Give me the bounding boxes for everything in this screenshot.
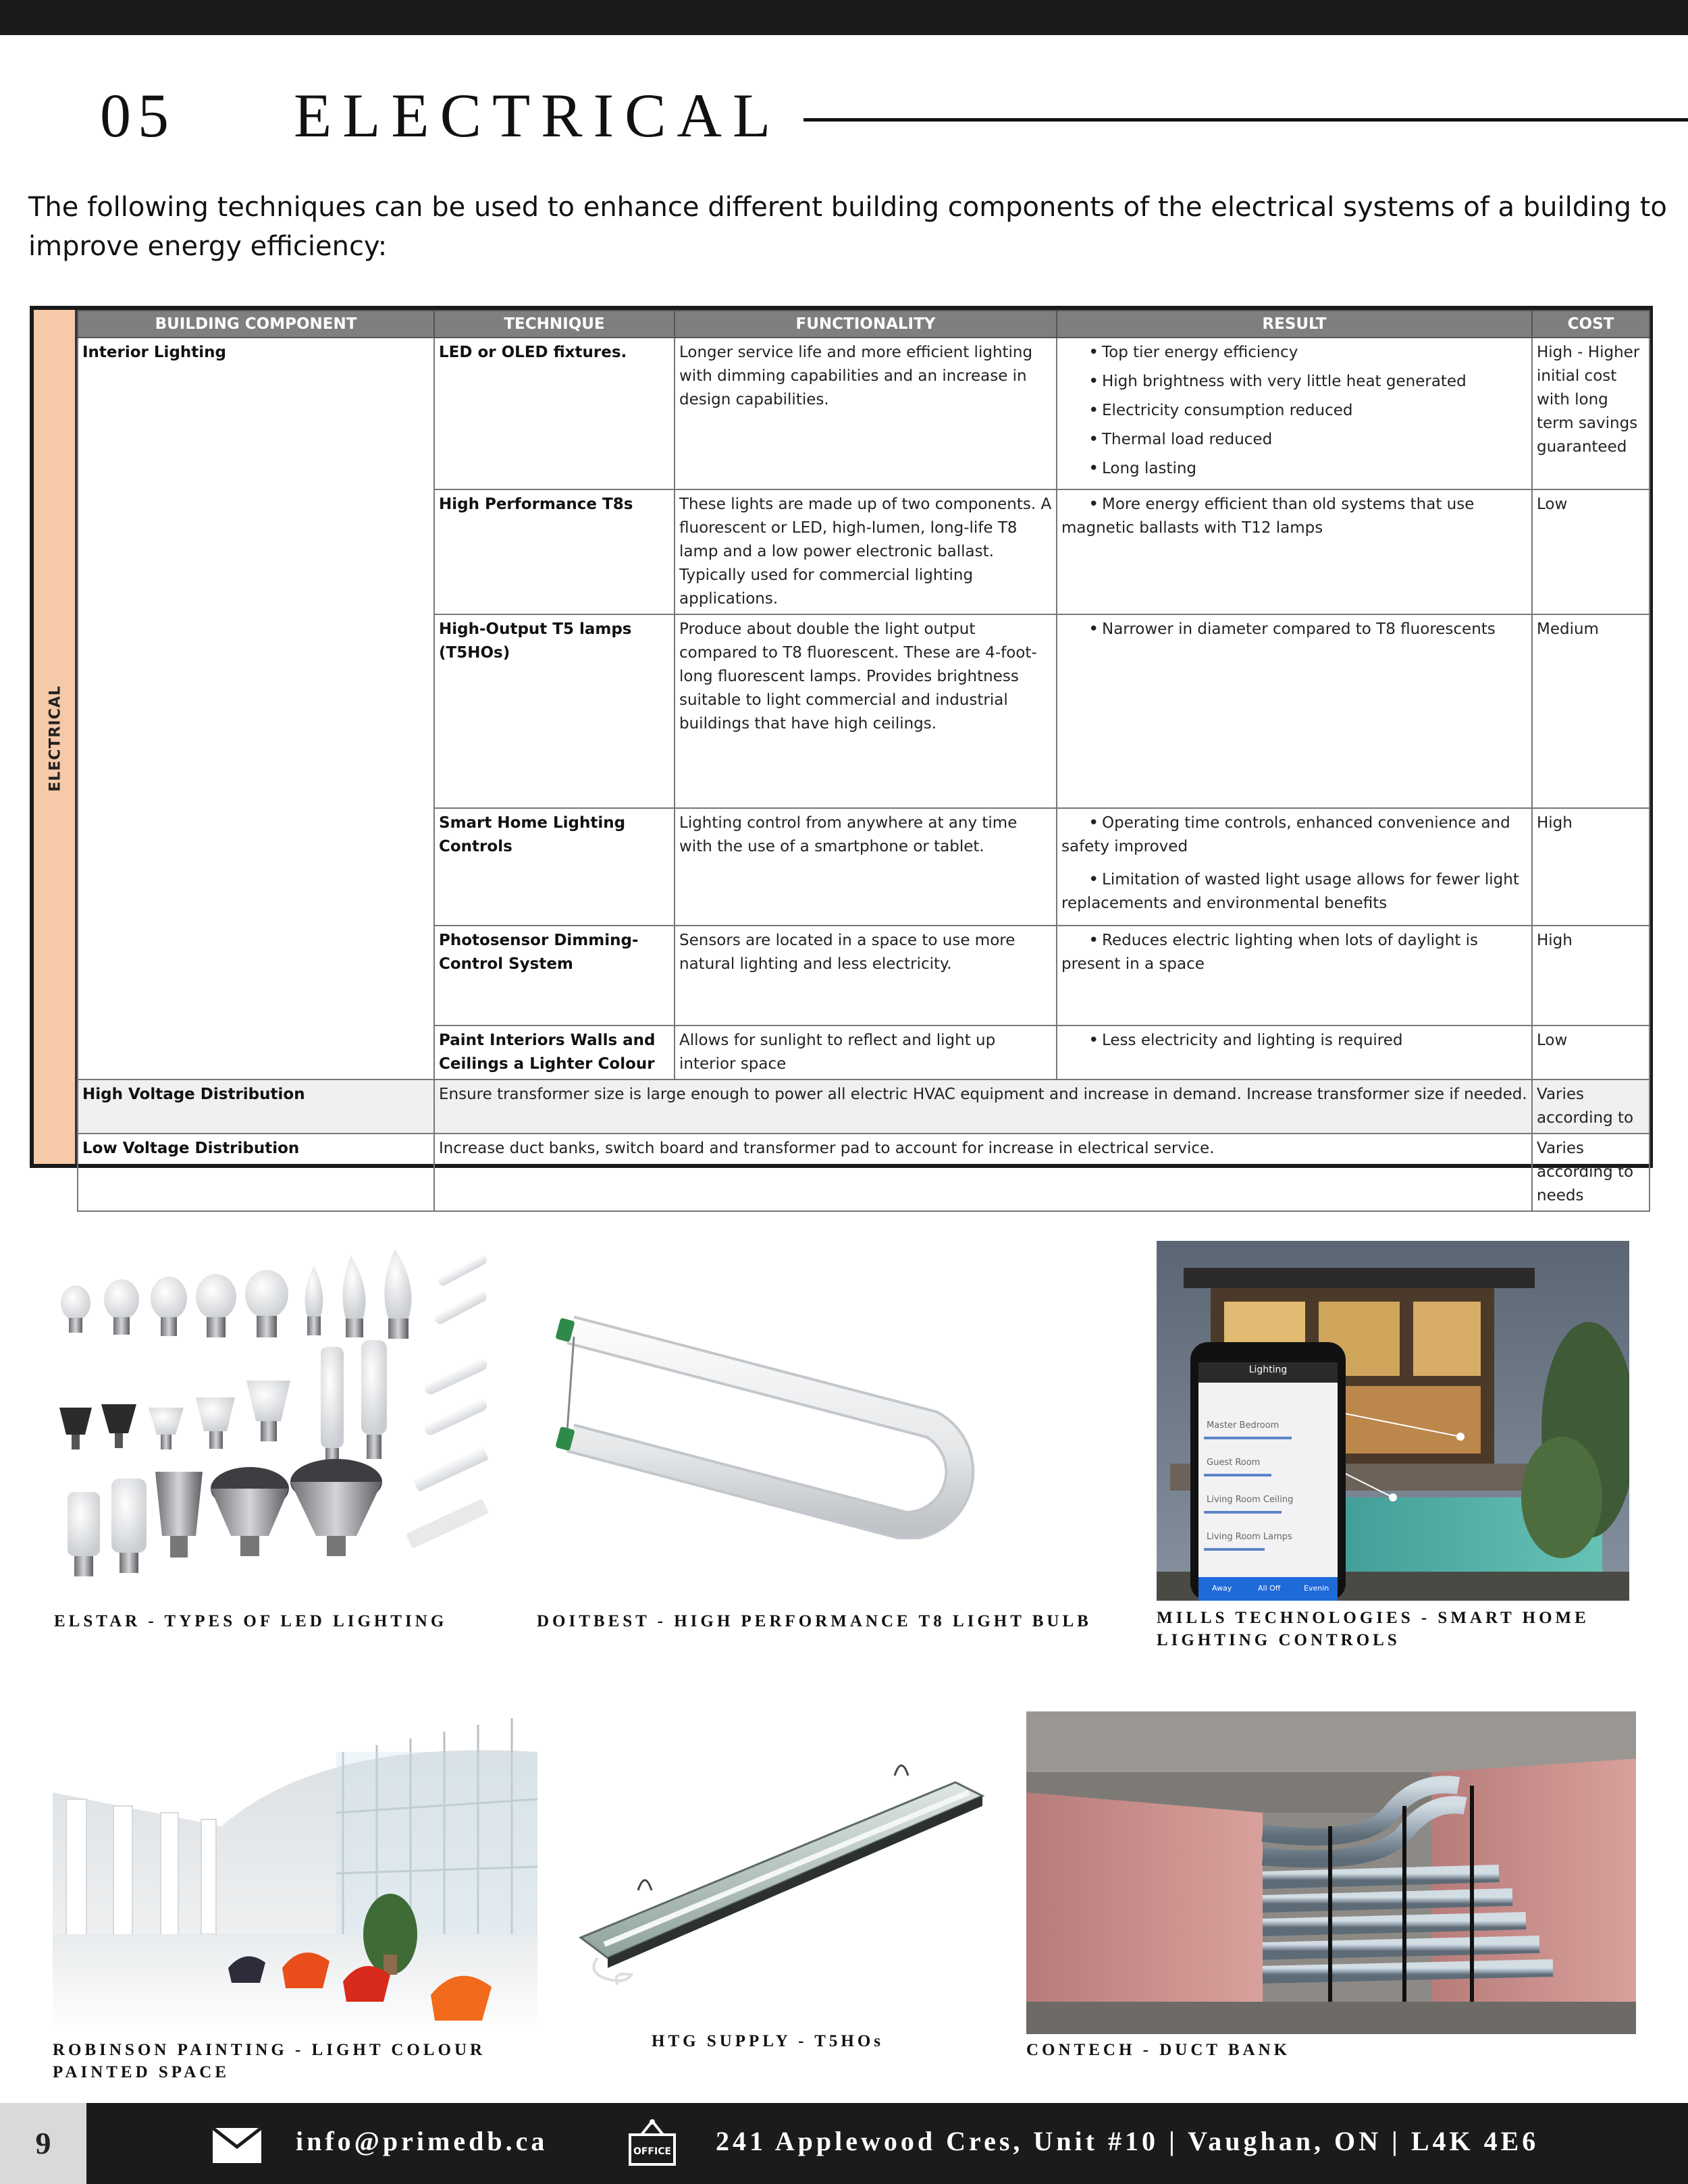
result-item: • Thermal load reduced [1061, 428, 1527, 452]
phone-room-label: Master Bedroom [1207, 1420, 1280, 1431]
functionality-cell: These lights are made up of two components. A fluorescent or LED, high-lumen, long-life T8 lamp and a low power electronic ballast. Typically used for commercial lighting applications. [675, 489, 1057, 614]
intro-paragraph: The following techniques can be used to enhance different building components of the electrical systems of a building to improve energy efficiency: [28, 192, 1667, 262]
functionality-cell: Longer service life and more efficient lighting with dimming capabilities and an increase in design capabilities. [675, 338, 1057, 489]
result-item: • Limitation of wasted light usage allows for fewer light replacements and environmental benefits [1061, 870, 1519, 912]
electrical-techniques-table [77, 310, 1650, 1212]
section-title: ELECTRICAL [294, 81, 782, 150]
footer-address: 241 Applewood Cres, Unit #10 | Vaughan, ON | L4K 4E6 [716, 2126, 1539, 2156]
cost-cell: High [1532, 926, 1650, 1026]
office-sign-icon [628, 2119, 677, 2167]
result-item: • Operating time controls, enhanced convenience and safety improved [1061, 813, 1510, 855]
component-interior-lighting: Interior Lighting [78, 338, 434, 1080]
cost-cell: High - Higher initial cost with long term savings guaranteed [1532, 338, 1650, 489]
result-item: • High brightness with very little heat generated [1061, 370, 1527, 394]
functionality-cell: Lighting control from anywhere at any time with the use of a smartphone or tablet. [675, 808, 1057, 926]
component-high-voltage: High Voltage Distribution [78, 1080, 434, 1134]
technique-cell: High-Output T5 lamps (T5HOs) [434, 614, 675, 808]
section-number: 05 [100, 81, 176, 150]
phone-room-label: Living Room Lamps [1207, 1532, 1292, 1542]
result-cell [1057, 338, 1532, 489]
caption-led: ELSTAR - TYPES OF LED LIGHTING [54, 1612, 448, 1630]
caption-painted-space: ROBINSON PAINTING - LIGHT COLOUR PAINTED SPACE [53, 2041, 486, 2081]
footer-email[interactable]: info@primedb.ca [296, 2126, 548, 2156]
description-cell: Increase duct banks, switch board and transformer pad to account for increase in electrical service. [434, 1134, 1532, 1211]
result-cell [1057, 489, 1532, 614]
result-item: • Electricity consumption reduced [1061, 399, 1527, 423]
title-rule [803, 118, 1688, 122]
photo-smart-home [1157, 1241, 1629, 1601]
duct-bank-illustration [1026, 1711, 1636, 2034]
result-cell [1057, 808, 1532, 926]
caption-t5ho: HTG SUPPLY - T5HOs [652, 2032, 884, 2050]
result-cell [1057, 614, 1532, 808]
header-cost: COST [1532, 311, 1650, 338]
technique-cell: Paint Interiors Walls and Ceilings a Lighter Colour [434, 1026, 675, 1080]
header-result: RESULT [1057, 311, 1532, 338]
cost-cell: Varies according to [1532, 1080, 1650, 1134]
table-row [78, 1080, 1650, 1134]
component-low-voltage: Low Voltage Distribution [78, 1134, 434, 1211]
table-row [78, 338, 1650, 489]
caption-smart-home: MILLS TECHNOLOGIES - SMART HOME LIGHTING CONTROLS [1157, 1609, 1589, 1649]
functionality-cell: Produce about double the light output compared to T8 fluorescent. These are 4-foot-long fluorescent lamps. Provides brightness suitable to light commercial and industrial buildings that have high ceilings. [675, 614, 1057, 808]
result-item: • Long lasting [1061, 457, 1527, 481]
electrical-table [30, 306, 1653, 1204]
side-label: ELECTRICAL [47, 685, 64, 792]
result-item: • Less electricity and lighting is required [1088, 1030, 1403, 1050]
table-row [78, 1134, 1650, 1211]
cost-cell: Low [1532, 489, 1650, 614]
cost-cell: Low [1532, 1026, 1650, 1080]
photo-painted-space [53, 1711, 537, 2034]
cost-cell: Varies according to needs [1532, 1134, 1650, 1211]
mail-icon [213, 2128, 261, 2163]
photo-led-lighting [54, 1239, 490, 1590]
phone-room-label: Guest Room [1207, 1458, 1261, 1468]
technique-cell: Photosensor Dimming-Control System [434, 926, 675, 1026]
header-functionality: FUNCTIONALITY [675, 311, 1057, 338]
photo-t5ho-fixture [577, 1755, 986, 1992]
description-cell: Ensure transformer size is large enough to power all electric HVAC equipment and increase in demand. Increase transformer size if needed. [434, 1080, 1532, 1134]
photo-t8-bulb [554, 1310, 1067, 1539]
phone-tab: Evenin [1304, 1584, 1329, 1593]
cost-cell: High [1532, 808, 1650, 926]
led-bulbs-illustration [54, 1239, 490, 1590]
header-technique: TECHNIQUE [434, 311, 675, 338]
technique-cell: Smart Home Lighting Controls [434, 808, 675, 926]
phone-tab: All Off [1258, 1584, 1281, 1593]
cost-cell: Medium [1532, 614, 1650, 808]
header-building-component: BUILDING COMPONENT [78, 311, 434, 338]
table-header-row [78, 311, 1650, 338]
functionality-cell: Sensors are located in a space to use more natural lighting and less electricity. [675, 926, 1057, 1026]
caption-duct-bank: CONTECH - DUCT BANK [1026, 2041, 1291, 2059]
phone-tab: Away [1212, 1584, 1232, 1593]
interior-illustration [53, 1711, 537, 2034]
result-item: • Narrower in diameter compared to T8 fluorescents [1088, 619, 1496, 639]
phone-ui-title: Lighting [1248, 1364, 1288, 1375]
result-cell [1057, 1026, 1532, 1080]
u-tube-illustration [554, 1310, 1067, 1539]
functionality-cell: Allows for sunlight to reflect and light up interior space [675, 1026, 1057, 1080]
result-item: • Reduces electric lighting when lots of daylight is present in a space [1061, 930, 1479, 973]
result-cell [1057, 926, 1532, 1026]
t5-fixture-illustration [577, 1755, 986, 1992]
phone-room-label: Living Room Ceiling [1207, 1495, 1294, 1505]
top-bar [0, 0, 1688, 35]
page-number: 9 [35, 2126, 51, 2160]
technique-cell: LED or OLED fixtures. [434, 338, 675, 489]
result-item: • Top tier energy efficiency [1061, 341, 1527, 365]
technique-cell: High Performance T8s [434, 489, 675, 614]
photo-duct-bank [1026, 1711, 1636, 2034]
result-item: • More energy efficient than old systems that use magnetic ballasts with T12 lamps [1061, 494, 1475, 537]
caption-t8: DOITBEST - HIGH PERFORMANCE T8 LIGHT BULB [537, 1612, 1092, 1630]
office-sign-label: OFFICE [633, 2146, 672, 2157]
